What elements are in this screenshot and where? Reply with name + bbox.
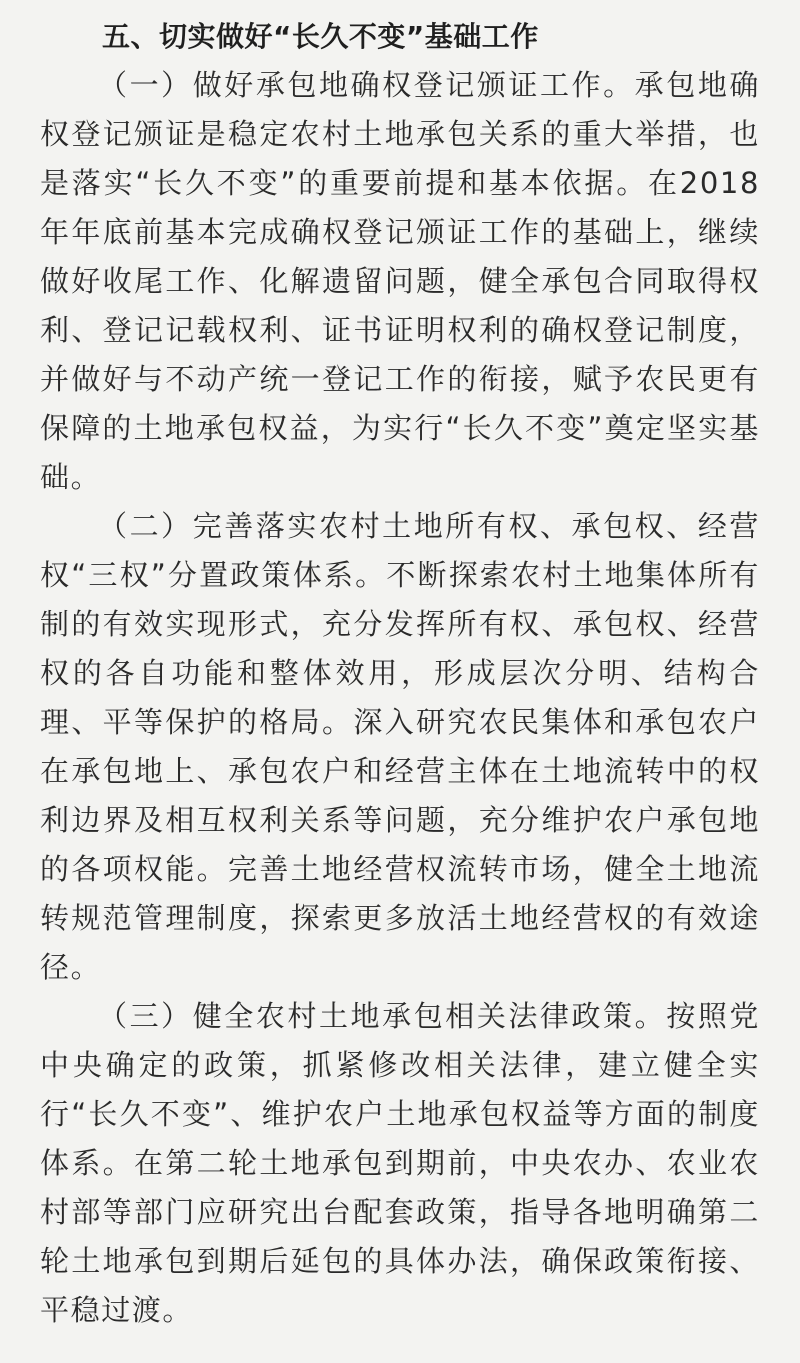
paragraph-1: （一）做好承包地确权登记颁证工作。承包地确权登记颁证是稳定农村土地承包关系的重大举措，也是落实“长久不变”的重要前提和基本依据。在2018年年底前基本完成确权登记颁证工作的基础上，继续做好收尾工作、化解遗留问题，健全承包合同取得权利、登记记载权利、证书证明权利的确权登记制度，并做好与不动产统一登记工作的衔接，赋予农民更有保障的土地承包权益，为实行“长久不变”奠定坚实基础。 <box>40 68 760 494</box>
paragraph-2: （二）完善落实农村土地所有权、承包权、经营权“三权”分置政策体系。不断探索农村土地集体所有制的有效实现形式，充分发挥所有权、承包权、经营权的各自功能和整体效用，形成层次分明、结构合理、平等保护的格局。深入研究农民集体和承包农户在承包地上、承包农户和经营主体在土地流转中的权利边界及相互权利关系等问题，充分维护农户承包地的各项权能。完善土地经营权流转市场，健全土地流转规范管理制度，探索更多放活土地经营权的有效途径。 <box>40 509 760 984</box>
section-heading: 五、切实做好“长久不变”基础工作 <box>102 20 539 53</box>
paragraph-3: （三）健全农村土地承包相关法律政策。按照党中央确定的政策，抓紧修改相关法律，建立健全实行“长久不变”、维护农户土地承包权益等方面的制度体系。在第二轮土地承包到期前，中央农办、农业农村部等部门应研究出台配套政策，指导各地明确第二轮土地承包到期后延包的具体办法，确保政策衔接、平稳过渡。 <box>40 999 760 1327</box>
